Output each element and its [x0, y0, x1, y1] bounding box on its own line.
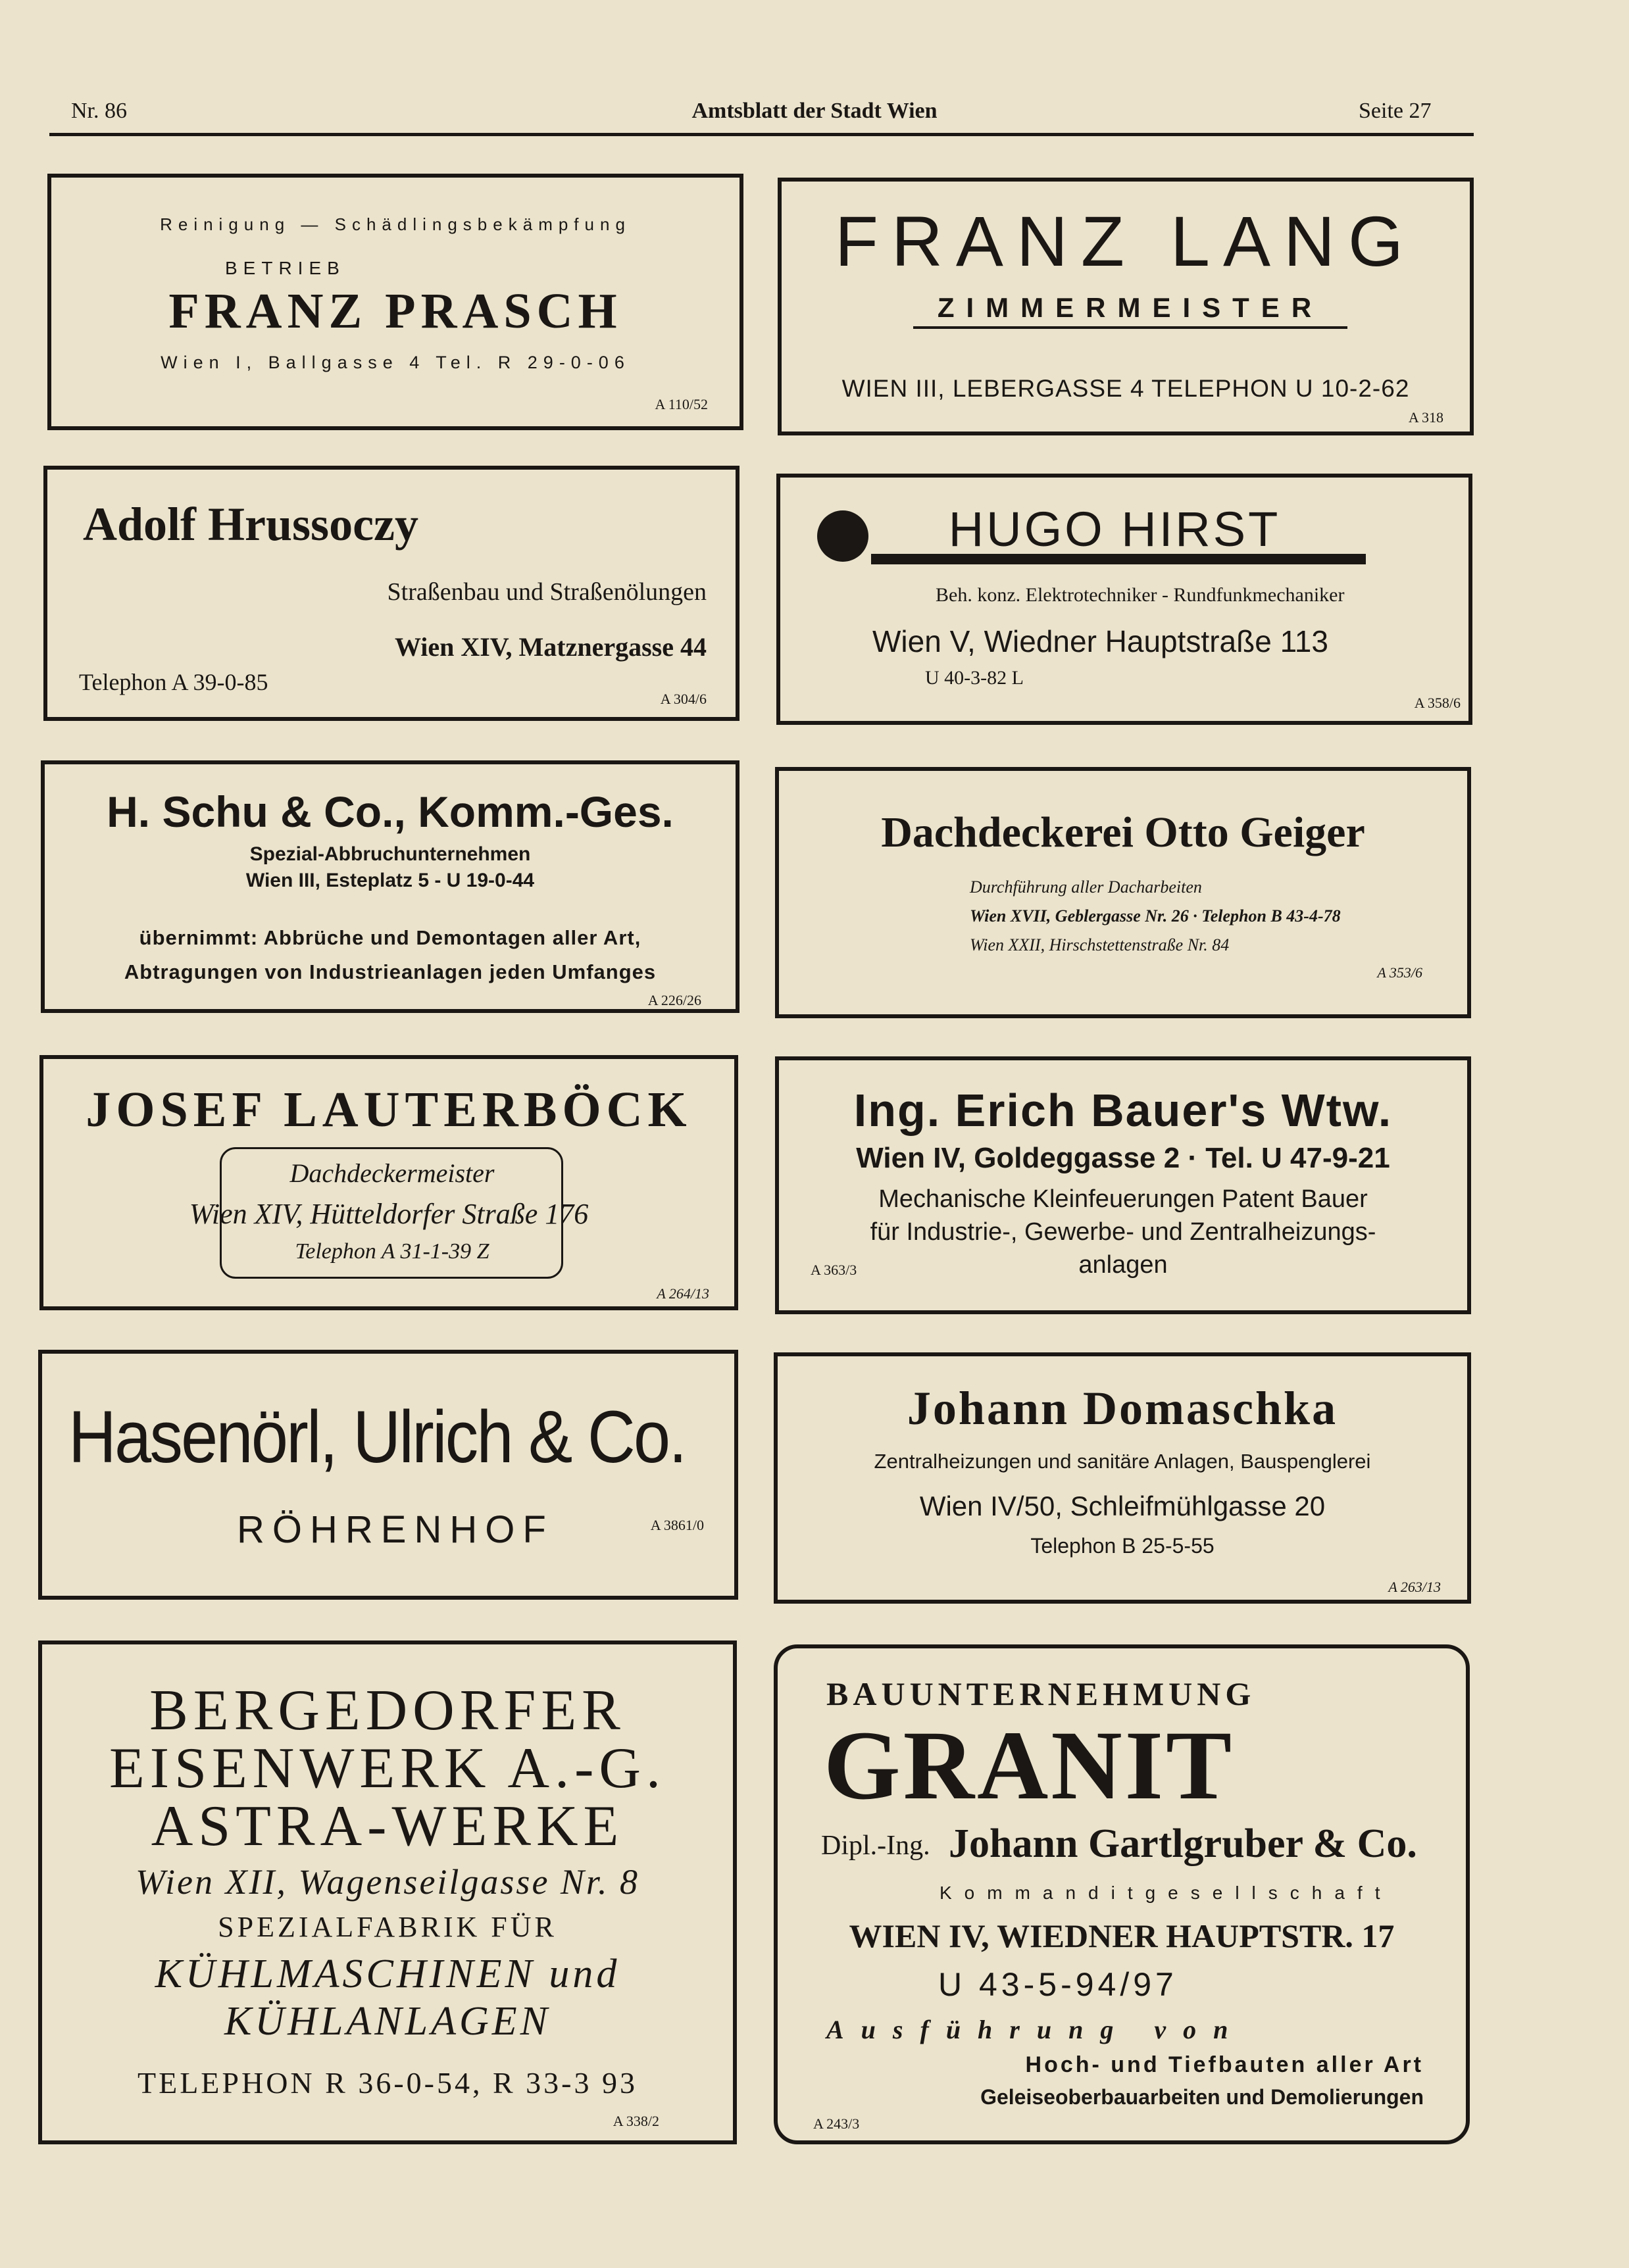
ad-josef-lauterbock: [39, 1055, 738, 1310]
prasch-name: FRANZ PRASCH: [168, 284, 622, 339]
ad-franz-prasch: [47, 174, 743, 430]
lauterbock-ref: A 264/13: [657, 1285, 709, 1302]
ad-granit: [774, 1644, 1470, 2144]
granit-address: WIEN IV, WIEDNER HAUPTSTR. 17: [849, 1917, 1395, 1954]
bauer-name: Ing. Erich Bauer's Wtw.: [853, 1085, 1393, 1136]
domaschka-services: Zentralheizungen und sanitäre Anlagen, Bauspenglerei: [874, 1450, 1371, 1473]
prasch-address: Wien I, Ballgasse 4 Tel. R 29-0-06: [161, 353, 630, 372]
bergedorfer-address: Wien XII, Wagenseilgasse Nr. 8: [136, 1862, 639, 1902]
granit-phone: U 43-5-94/97: [938, 1966, 1178, 2003]
domaschka-name: Johann Domaschka: [907, 1382, 1338, 1435]
granit-line1: Hoch- und Tiefbauten aller Art: [1025, 2052, 1424, 2077]
hasenorl-sub: RÖHRENHOF: [237, 1508, 554, 1551]
bauer-ref: A 363/3: [811, 1262, 857, 1278]
bauer-line2: für Industrie-, Gewerbe- und Zentralheizungs-: [870, 1218, 1376, 1246]
lang-trade: ZIMMERMEISTER: [913, 292, 1347, 329]
ad-hugo-hirst: [776, 474, 1472, 725]
bergedorfer-line2: EISENWERK A.-G.: [109, 1737, 666, 1800]
schu-ref: A 226/26: [647, 992, 701, 1008]
granit-title: Dipl.-Ing.: [821, 1831, 930, 1861]
hirst-ref: A 358/6: [1414, 695, 1461, 711]
hirst-trade: Beh. konz. Elektrotechniker - Rundfunkmechaniker: [936, 584, 1345, 606]
prasch-type: BETRIEB: [225, 258, 345, 278]
bauer-address: Wien IV, Goldeggasse 2 · Tel. U 47-9-21: [856, 1142, 1390, 1174]
ad-h-schu: [41, 760, 739, 1013]
lauterbock-address: Wien XIV, Hütteldorfer Straße 176: [189, 1198, 589, 1230]
lang-name: FRANZ LANG: [834, 201, 1417, 281]
page-title: Amtsblatt der Stadt Wien: [691, 99, 938, 123]
schu-address: Wien III, Esteplatz 5 - U 19-0-44: [245, 870, 535, 891]
bergedorfer-spec: SPEZIALFABRIK FÜR: [218, 1911, 557, 1943]
hirst-name: HUGO HIRST: [948, 502, 1281, 556]
schu-name: H. Schu & Co., Komm.-Ges.: [107, 787, 674, 836]
hrussoczy-name: Adolf Hrussoczy: [83, 498, 418, 551]
geiger-ref: A 353/6: [1377, 964, 1422, 981]
ad-otto-geiger: [775, 767, 1471, 1018]
geiger-line1: Durchführung aller Dacharbeiten: [970, 877, 1202, 897]
hrussoczy-ref: A 304/6: [660, 691, 707, 707]
hirst-phone: U 40-3-82 L: [925, 667, 1024, 689]
granit-name: GRANIT: [824, 1711, 1235, 1820]
page-number: Nr. 86: [71, 99, 127, 123]
lauterbock-name: JOSEF LAUTERBÖCK: [86, 1082, 692, 1137]
ad-johann-domaschka: [774, 1352, 1471, 1604]
hrussoczy-phone: Telephon A 39-0-85: [79, 669, 268, 695]
hirst-dot-logo: [817, 510, 868, 562]
lang-ref: A 318: [1408, 409, 1443, 426]
lauterbock-phone: Telephon A 31-1-39 Z: [295, 1239, 489, 1264]
domaschka-phone: Telephon B 25-5-55: [1030, 1534, 1215, 1558]
bergedorfer-line1: BERGEDORFER: [149, 1679, 626, 1742]
granit-line2: Geleiseoberbauarbeiten und Demolierungen: [980, 2085, 1424, 2109]
bergedorfer-prod2: KÜHLANLAGEN: [224, 1999, 551, 2044]
bergedorfer-phone: TELEPHON R 36-0-54, R 33-3 93: [138, 2066, 638, 2100]
ad-franz-lang: [778, 178, 1474, 435]
granit-ref: A 243/3: [813, 2115, 860, 2132]
geiger-line3: Wien XXII, Hirschstettenstraße Nr. 84: [970, 935, 1230, 954]
hrussoczy-services: Straßenbau und Straßenölungen: [387, 578, 707, 606]
ad-hasenorl-ulrich: [38, 1350, 738, 1600]
granit-exec: Ausführung von: [826, 2015, 1245, 2044]
schu-line1: übernimmt: Abbrüche und Demontagen aller Art,: [139, 926, 641, 949]
lauterbock-trade: Dachdeckermeister: [289, 1158, 495, 1188]
geiger-name: Dachdeckerei Otto Geiger: [881, 808, 1365, 856]
hrussoczy-address: Wien XIV, Matznergasse 44: [394, 632, 707, 662]
bergedorfer-ref: A 338/2: [613, 2113, 659, 2129]
granit-owner: Johann Gartlgruber & Co.: [949, 1821, 1417, 1866]
ad-erich-bauer: [775, 1056, 1471, 1314]
granit-type: BAUUNTERNEHMUNG: [826, 1675, 1256, 1712]
ad-adolf-hrussoczy: [43, 466, 739, 721]
hasenorl-name: Hasenörl, Ulrich & Co.: [68, 1396, 686, 1478]
schu-line2: Abtragungen von Industrieanlagen jeden Umfanges: [124, 960, 657, 983]
hirst-address: Wien V, Wiedner Hauptstraße 113: [872, 624, 1328, 658]
prasch-services: Reinigung — Schädlingsbekämpfung: [160, 214, 631, 234]
bauer-line1: Mechanische Kleinfeuerungen Patent Bauer: [878, 1185, 1368, 1213]
page-label: Seite 27: [1359, 99, 1432, 123]
lang-address: WIEN III, LEBERGASSE 4 TELEPHON U 10-2-62: [841, 375, 1410, 402]
domaschka-ref: A 263/13: [1388, 1579, 1441, 1595]
header-rule: [49, 133, 1474, 136]
geiger-line2: Wien XVII, Geblergasse Nr. 26 · Telephon B 43-4-78: [970, 906, 1341, 925]
ad-bergedorfer-eisenwerk: [38, 1640, 737, 2144]
hasenorl-ref: A 3861/0: [650, 1517, 704, 1533]
bergedorfer-line3: ASTRA-WERKE: [151, 1794, 624, 1858]
domaschka-address: Wien IV/50, Schleifmühlgasse 20: [919, 1491, 1326, 1521]
granit-form: Kommanditgesellschaft: [940, 1883, 1393, 1903]
prasch-ref: A 110/52: [655, 396, 708, 412]
bauer-line3: anlagen: [1078, 1251, 1168, 1279]
bergedorfer-prod1: KÜHLMASCHINEN und: [155, 1952, 620, 1996]
schu-trade: Spezial-Abbruchunternehmen: [249, 843, 531, 865]
